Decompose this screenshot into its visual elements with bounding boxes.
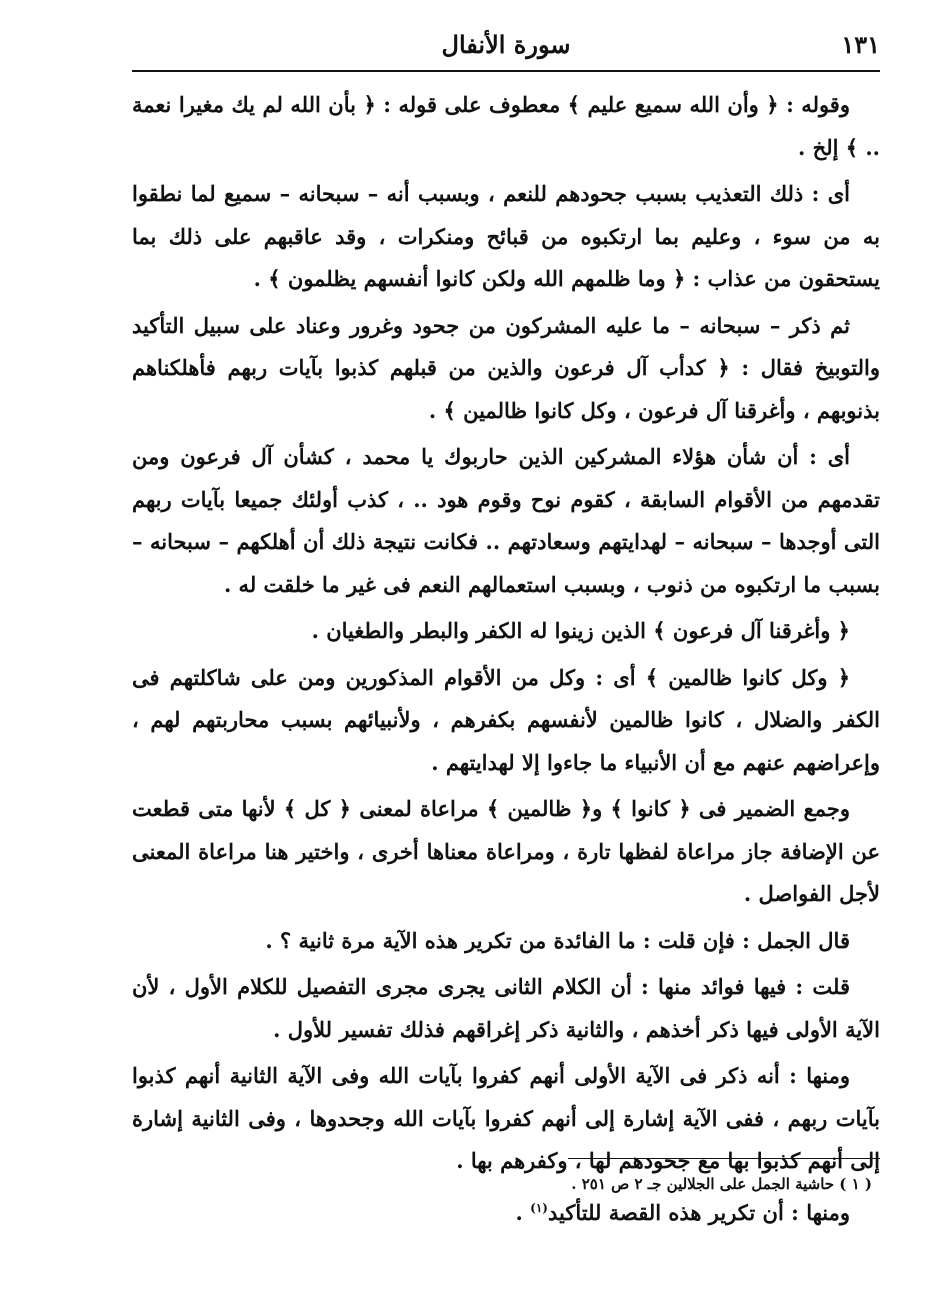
header-rule	[132, 70, 880, 72]
paragraph: وجمع الضمير فى ﴿ كانوا ﴾ و﴿ ظالمين ﴾ مراعاة لمعنى ﴿ كل ﴾ لأنها متى قطعت عن الإضافة جاز مراعاة لفظها تارة ، ومراعاة معناها أخرى ، واختير هنا مراعاة المعنى لأجل الفواصل .	[132, 796, 880, 906]
footnote: ( ١ ) حاشية الجمل على الجلالين جـ ٢ ص ٢٥١ .	[571, 1175, 872, 1193]
paragraph: ثم ذكر – سبحانه – ما عليه المشركون من جحود وغرور وعناد على سبيل التأكيد والتوبيخ فقال : ﴿ كدأب آل فرعون والذين من قبلهم كذبوا بآيات ربهم فأهلكناهم بذنوبهم ، وأغرقنا آل فرعون ، وكل كانوا ظالمين ﴾ .	[132, 312, 880, 423]
running-title: سورة الأنفال	[441, 30, 571, 59]
paragraph: قال الجمل : فإن قلت : ما الفائدة من تكرير هذه الآية مرة ثانية ؟ .	[265, 927, 850, 953]
page-body	[132, 84, 880, 1238]
paragraph: ﴿ وكل كانوا ظالمين ﴾ أى : وكل من الأقوام المذكورين ومن على شاكلتهم فى الكفر والضلال ، كانوا ظالمين لأنفسهم بكفرهم ، ولأنبيائهم بسبب محاربتهم لهم ، وإعراضهم عنهم مع أن الأنبياء ما جاءوا إلا لهدايتهم .	[132, 664, 880, 775]
paragraph: وقوله : ﴿ وأن الله سميع عليم ﴾ معطوف على قوله : ﴿ بأن الله لم يك مغيرا نعمة .. ﴾ إلخ .	[132, 92, 880, 160]
paragraph: ومنها : أنه ذكر فى الآية الأولى أنهم كفروا بآيات الله وفى الآية الثانية أنهم كذبوا بآيات ربهم ، ففى الآية إشارة إلى أنهم كفروا بآيات الله وجحدوها ، وفى الثانية إشارة إلى أنهم كذبوا بها مع جحودهم لها ، وكفرهم بها .	[132, 1063, 880, 1173]
footnote-marker: (١)	[530, 1200, 548, 1215]
page-number: ١٣١	[841, 30, 880, 59]
footnote-rule	[568, 1158, 880, 1159]
paragraph-text: ومنها : أن تكرير هذه القصة للتأكيد	[547, 1199, 850, 1225]
paragraph: ﴿ وأغرقنا آل فرعون ﴾ الذين زينوا له الكفر والبطر والطغيان .	[311, 618, 850, 643]
paragraph: قلت : فيها فوائد منها : أن الكلام الثانى يجرى مجرى التفصيل للكلام الأول ، لأن الآية الأولى فيها ذكر أخذهم ، والثانية ذكر إغراقهم فذلك تفسير للأول .	[132, 974, 880, 1042]
paragraph: أى : أن شأن هؤلاء المشركين الذين حاربوك يا محمد ، كشأن آل فرعون ومن تقدمهم من الأقوام السابقة ، كقوم نوح وقوم هود .. ، كذب أولئك جميعا بآيات ربهم التى أوجدها – سبحانه – لهدايتهم وسعادتهم .. فكانت نتيجة ذلك أن أهلكهم – سبحانه – بسبب ما ارتكبوه من ذنوب ، وبسبب استعمالهم النعم فى غير ما خلقت له .	[132, 444, 880, 597]
paragraph-end: .	[515, 1199, 531, 1225]
paragraph: أى : ذلك التعذيب بسبب جحودهم للنعم ، وبسبب أنه – سبحانه – سميع لما نطقوا به من سوء ، وعليم بما ارتكبوه من قبائح ومنكرات ، وقد عاقبهم على ذلك بما يستحقون من عذاب : ﴿ وما ظلمهم الله ولكن كانوا أنفسهم يظلمون ﴾ .	[132, 181, 880, 291]
page-header	[132, 30, 880, 66]
